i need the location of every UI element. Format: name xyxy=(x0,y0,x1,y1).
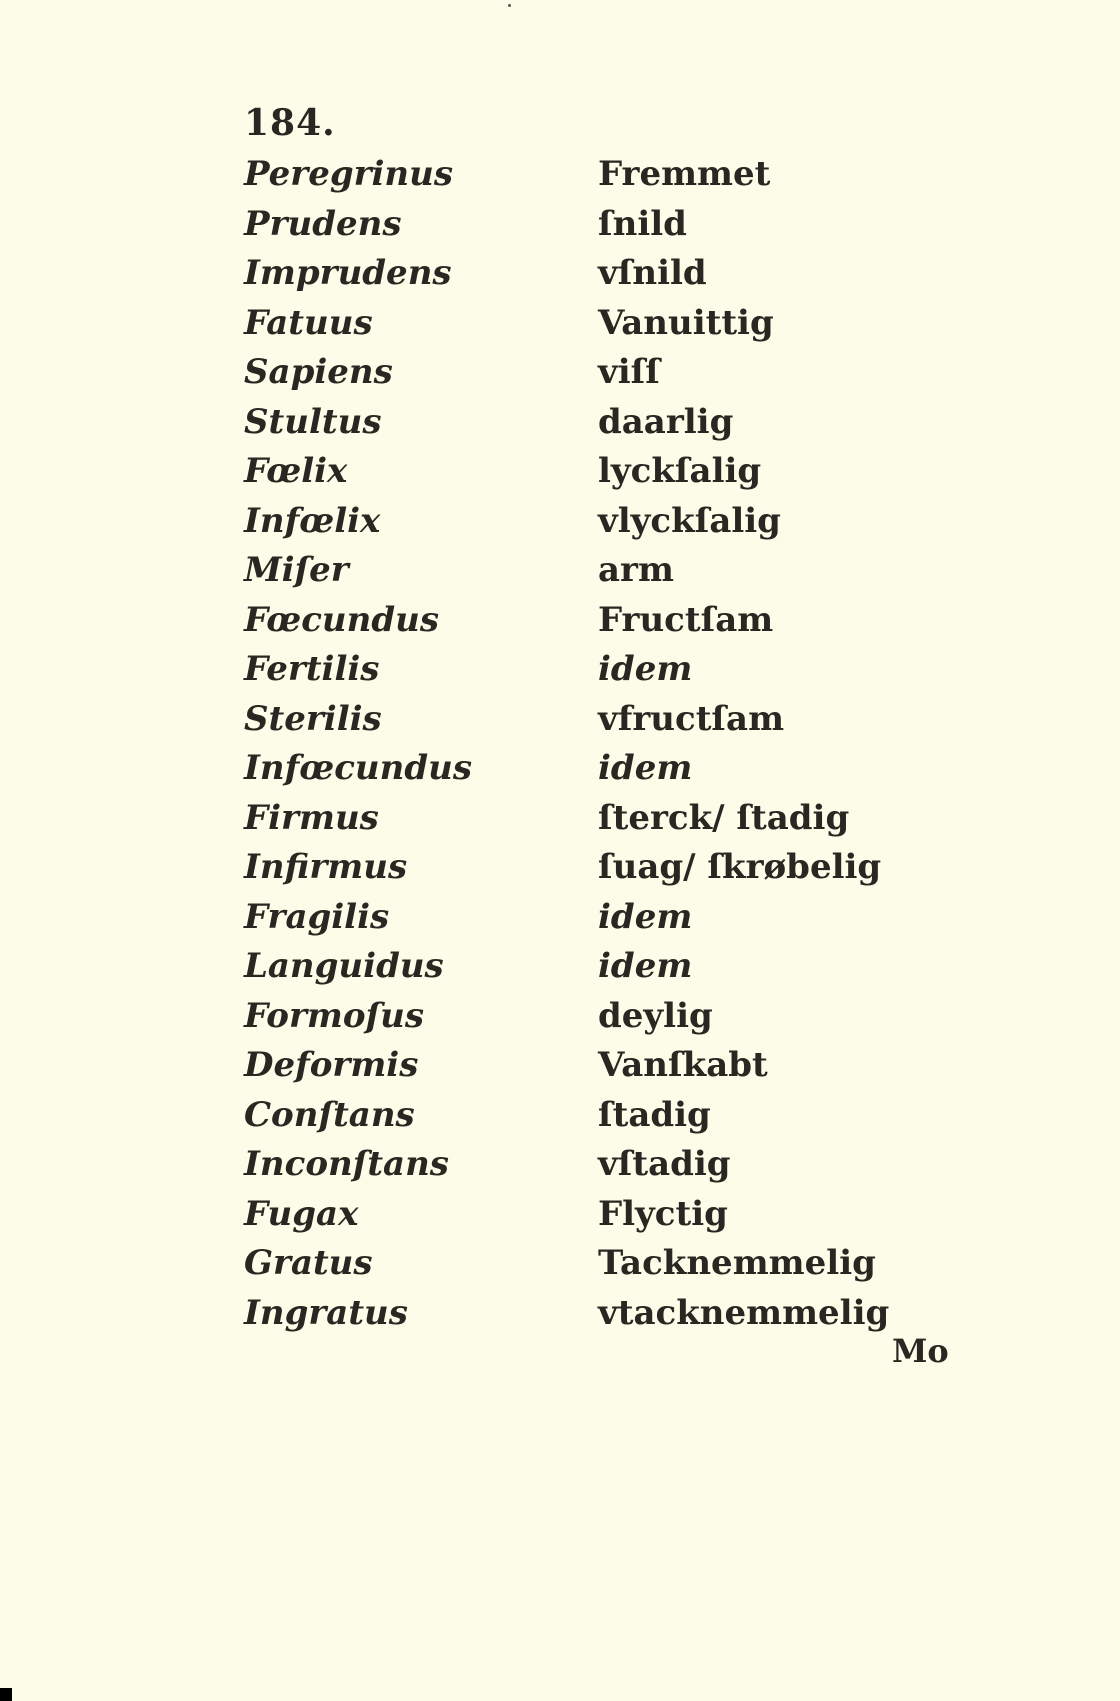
latin-word: Inconſtans xyxy=(244,1144,449,1184)
vocabulary-row xyxy=(0,942,1120,992)
danish-translation: deylig xyxy=(598,995,713,1036)
vocabulary-row xyxy=(0,398,1120,448)
danish-translation: viſſ xyxy=(598,352,660,392)
danish-translation: arm xyxy=(598,550,674,590)
danish-translation: daarlig xyxy=(598,401,734,442)
vocabulary-row xyxy=(0,497,1120,547)
latin-word: Infœlix xyxy=(244,500,381,541)
vocabulary-row xyxy=(0,249,1120,299)
vocabulary-row xyxy=(0,1289,1120,1339)
vocabulary-row xyxy=(0,1140,1120,1190)
latin-word: Miſer xyxy=(244,550,349,590)
page-number: 184. xyxy=(244,102,336,144)
latin-word: Firmus xyxy=(244,797,379,838)
latin-word: Ingratus xyxy=(244,1292,408,1333)
latin-word: Sterilis xyxy=(244,698,382,739)
danish-translation: vſnild xyxy=(598,253,707,293)
scan-corner-mark xyxy=(0,1688,12,1701)
danish-translation: Vanſkabt xyxy=(598,1045,768,1085)
vocabulary-row xyxy=(0,200,1120,250)
latin-word: Sapiens xyxy=(244,352,393,392)
danish-translation: vſtadig xyxy=(598,1144,731,1184)
danish-translation: Vanuittig xyxy=(598,302,774,343)
danish-translation: Tacknemmelig xyxy=(598,1243,876,1283)
vocabulary-row xyxy=(0,1239,1120,1289)
latin-word: Formoſus xyxy=(244,995,425,1036)
vocabulary-row xyxy=(0,1041,1120,1091)
vocabulary-row xyxy=(0,744,1120,794)
vocabulary-row xyxy=(0,1190,1120,1240)
danish-translation: vtacknemmelig xyxy=(598,1292,890,1333)
danish-translation: idem xyxy=(598,649,693,689)
latin-word: Infirmus xyxy=(244,847,408,887)
danish-translation: lyckſalig xyxy=(598,451,762,491)
vocabulary-list xyxy=(0,150,1120,1338)
vocabulary-row xyxy=(0,546,1120,596)
vocabulary-row xyxy=(0,348,1120,398)
danish-translation: ſterck/ ſtadig xyxy=(598,797,850,838)
vocabulary-row xyxy=(0,299,1120,349)
danish-translation: Flyctig xyxy=(598,1193,728,1234)
latin-word: Fatuus xyxy=(244,302,373,343)
latin-word: Prudens xyxy=(244,203,402,244)
vocabulary-row xyxy=(0,1091,1120,1141)
vocabulary-row xyxy=(0,596,1120,646)
latin-word: Languidus xyxy=(244,946,444,986)
danish-translation: ſuag/ ſkrøbelig xyxy=(598,847,882,887)
danish-translation: ſtadig xyxy=(598,1094,711,1135)
latin-word: Fragilis xyxy=(244,896,390,937)
danish-translation: idem xyxy=(598,896,693,937)
latin-word: Imprudens xyxy=(244,253,452,293)
vocabulary-row xyxy=(0,447,1120,497)
vocabulary-row xyxy=(0,794,1120,844)
vocabulary-row xyxy=(0,992,1120,1042)
latin-word: Gratus xyxy=(244,1243,373,1283)
latin-word: Conſtans xyxy=(244,1094,415,1135)
danish-translation: idem xyxy=(598,946,693,986)
danish-translation: idem xyxy=(598,748,693,788)
danish-translation: Fremmet xyxy=(598,154,771,194)
catchword: Mo xyxy=(892,1332,949,1370)
danish-translation: ſnild xyxy=(598,203,687,244)
vocabulary-row xyxy=(0,150,1120,200)
danish-translation: vfructſam xyxy=(598,698,785,739)
danish-translation: Fructſam xyxy=(598,599,774,640)
danish-translation: vlyckſalig xyxy=(598,500,781,541)
print-speck xyxy=(508,4,511,7)
latin-word: Fugax xyxy=(244,1193,359,1234)
latin-word: Deformis xyxy=(244,1045,419,1085)
vocabulary-row xyxy=(0,843,1120,893)
vocabulary-row xyxy=(0,695,1120,745)
vocabulary-row xyxy=(0,893,1120,943)
latin-word: Fœlix xyxy=(244,451,348,491)
latin-word: Fœcundus xyxy=(244,599,440,640)
latin-word: Peregrinus xyxy=(244,154,454,194)
latin-word: Stultus xyxy=(244,401,382,442)
latin-word: Fertilis xyxy=(244,649,380,689)
vocabulary-row xyxy=(0,645,1120,695)
latin-word: Infœcundus xyxy=(244,748,472,788)
